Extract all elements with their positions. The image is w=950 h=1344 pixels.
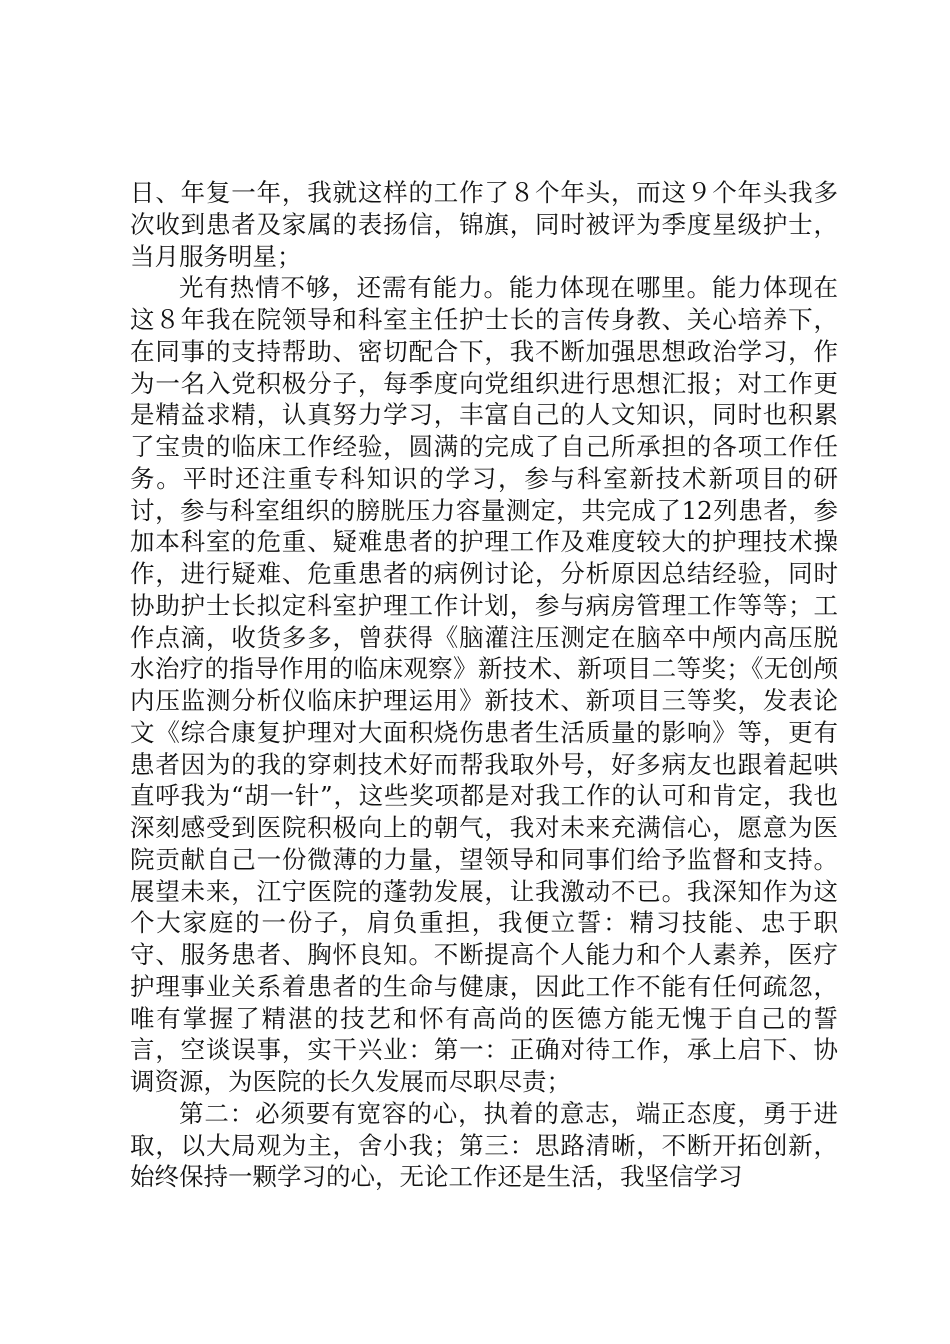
- paragraph-second-third: 第二：必须要有宽容的心，执着的意志，端正态度，勇于进取，以大局观为主，舍小我；第三：思路清晰，不断开拓创新，始终保持一颗学习的心，无论工作还是生活，我坚信学习: [130, 1098, 838, 1192]
- paragraph-ability: 光有热情不够，还需有能力。能力体现在哪里。能力体现在这８年我在院领导和科室主任护士长的言传身教、关心培养下，在同事的支持帮助、密切配合下，我不断加强思想政治学习，作为一名入党积极分子，每季度向党组织进行思想汇报；对工作更是精益求精，认真努力学习，丰富自己的人文知识，同时也积累了宝贵的临床工作经验，圆满的完成了自己所承担的各项工作任务。平时还注重专科知识的学习，参与科室新技术新项目的研讨，参与科室组织的膀胱压力容量测定，共完成了12列患者，参加本科室的危重、疑难患者的护理工作及难度较大的护理技术操作，进行疑难、危重患者的病例讨论，分析原因总结经验，同时协助护士长拟定科室护理工作计划，参与病房管理工作等等；工作点滴，收货多多，曾获得《脑灌注压测定在脑卒中颅内高压脱水治疗的指导作用的临床观察》新技术、新项目二等奖；《无创颅内压监测分析仪临床护理运用》新技术、新项目三等奖，发表论文《综合康复护理对大面积烧伤患者生活质量的影响》等，更有患者因为的我的穿刺技术好而帮我取外号，好多病友也跟着起哄直呼我为“胡一针”，这些奖项都是对我工作的认可和肯定，我也深刻感受到医院积极向上的朝气，我对未来充满信心，愿意为医院贡献自己一份微薄的力量，望领导和同事们给予监督和支持。展望未来，江宁医院的蓬勃发展，让我激动不已。我深知作为这个大家庭的一份子，肩负重担，我便立誓：精习技能、忠于职守、服务患者、胸怀良知。不断提高个人能力和个人素养，医疗护理事业关系着患者的生命与健康，因此工作不能有任何疏忽，唯有掌握了精湛的技艺和怀有高尚的医德方能无愧于自己的誓言，空谈误事，实干兴业：第一：正确对待工作，承上启下、协调资源，为医院的长久发展而尽职尽责；: [130, 273, 838, 1096]
- paragraph-continuation: 日、年复一年，我就这样的工作了８个年头，而这９个年头我多次收到患者及家属的表扬信，锦旗，同时被评为季度星级护士，当月服务明星；: [130, 178, 838, 271]
- document-body: [130, 177, 838, 1193]
